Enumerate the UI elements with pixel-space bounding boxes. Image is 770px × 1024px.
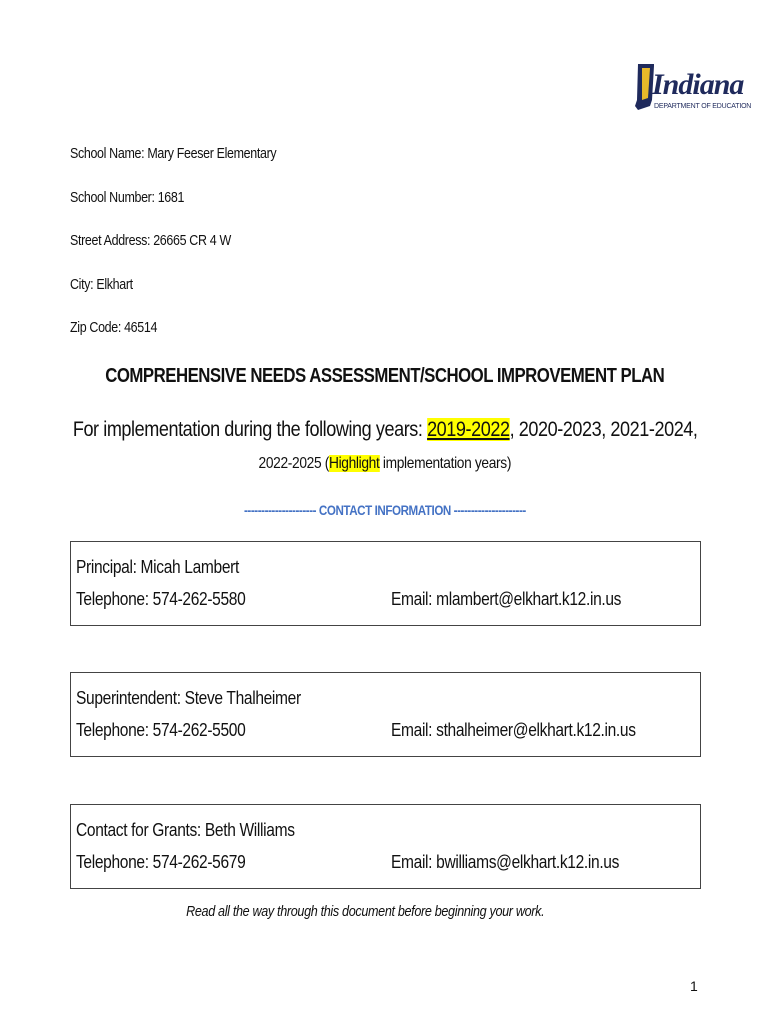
line2-end: implementation years) — [379, 455, 512, 472]
indiana-doe-logo — [632, 60, 752, 112]
logo-wordmark: Indiana — [652, 68, 744, 101]
contact-box-superintendent — [70, 672, 701, 757]
other-years: , 2020-2023, 2021-2024, — [509, 418, 698, 441]
contact-telephone: Telephone: 574-262-5580 — [76, 588, 246, 609]
contact-box-principal — [70, 541, 701, 626]
contact-email: Email: sthalheimer@elkhart.k12.in.us — [391, 719, 636, 740]
contact-email: Email: bwilliams@elkhart.k12.in.us — [391, 851, 620, 872]
contact-box-grants — [70, 804, 701, 889]
contact-telephone: Telephone: 574-262-5500 — [76, 719, 246, 740]
contact-telephone: Telephone: 574-262-5679 — [76, 851, 246, 872]
contact-name: Principal: Micah Lambert — [76, 556, 239, 577]
implementation-years-line-2 — [0, 455, 770, 473]
street-address: Street Address: 26665 CR 4 W — [70, 233, 231, 249]
selected-years: 2019-2022 — [426, 418, 510, 441]
contact-email: Email: mlambert@elkhart.k12.in.us — [391, 588, 622, 609]
city: City: Elkhart — [70, 277, 133, 293]
line2-start: 2022-2025 ( — [258, 455, 330, 472]
highlight-word: Highlight — [329, 455, 380, 472]
implementation-prefix: For implementation during the following years: — [72, 418, 427, 441]
school-number: School Number: 1681 — [70, 190, 185, 206]
contact-name: Superintendent: Steve Thalheimer — [76, 687, 301, 708]
school-name: School Name: Mary Feeser Elementary — [70, 146, 277, 162]
logo-subtitle: DEPARTMENT OF EDUCATION — [654, 103, 752, 110]
instruction-note: Read all the way through this document before beginning your work. — [185, 903, 545, 920]
document-title: COMPREHENSIVE NEEDS ASSESSMENT/SCHOOL IMPROVEMENT PLAN — [105, 365, 665, 387]
contact-name: Contact for Grants: Beth Williams — [76, 819, 295, 840]
page-number: 1 — [690, 978, 698, 994]
contact-information-header: --------------------- CONTACT INFORMATION --------------------- — [244, 503, 526, 518]
implementation-years-line-1 — [0, 418, 770, 442]
zip-code: Zip Code: 46514 — [70, 320, 158, 336]
